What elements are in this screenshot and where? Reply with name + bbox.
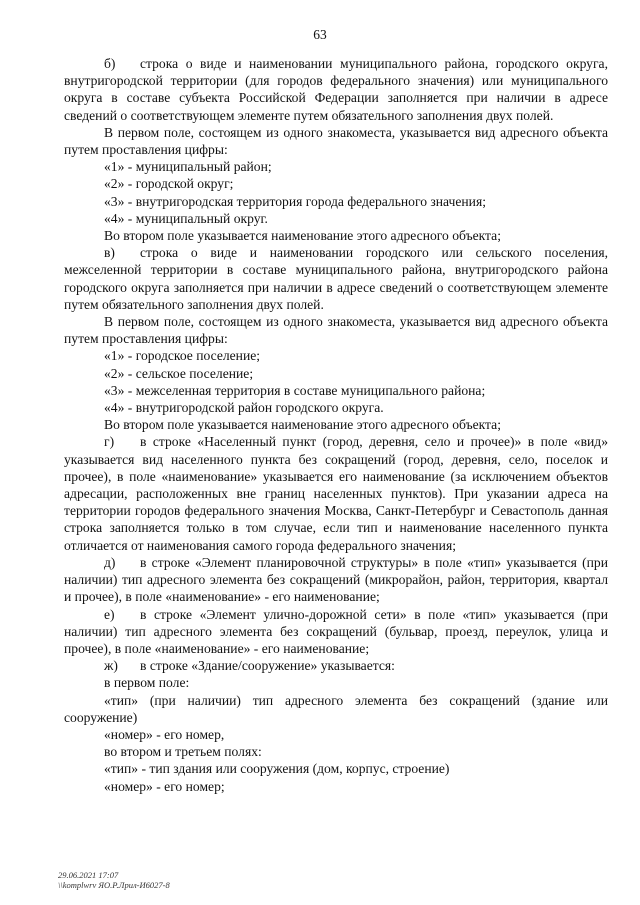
item-text: в строке «Населенный пункт (город, деревня, село и прочее)» в поле «вид» указывается вид населенного пункта без сокращений (город, деревня, село, поселок и прочее), в поле «наименование» указывается его наименование (за исключением объектов адресации, расположенных вне границ населенных пунктов). При указании адреса на территории городов федерального значения Москва, Санкт-Петербург и Севастополь данная строка заполняется только в том случае, если тип и наименование населенного пункта отличается от наименования самого города федерального значения;: [64, 434, 608, 553]
item-label: в): [104, 245, 115, 261]
paragraph: Во втором поле указывается наименование этого адресного объекта;: [104, 417, 501, 433]
item-e-paragraph: [64, 606, 608, 658]
page-number: 63: [313, 27, 327, 42]
list-item: «4» - муниципальный округ.: [104, 210, 268, 226]
item-zh-paragraph: [64, 657, 608, 674]
item-g-paragraph: [64, 433, 608, 553]
paragraph: Во втором поле указывается наименование этого адресного объекта;: [104, 228, 501, 244]
item-b-paragraph: [64, 55, 608, 124]
paragraph: В первом поле, состоящем из одного знакоместа, указывается вид адресного объекта путем проставления цифры:: [64, 314, 608, 347]
item-label: б): [104, 56, 116, 71]
footer-date: 29.06.2021 17:07: [58, 870, 119, 880]
item-text: в строке «Здание/сооружение» указывается:: [140, 658, 395, 674]
list-item: «1» - муниципальный район;: [104, 159, 272, 175]
list-item: «2» - городской округ;: [104, 176, 234, 192]
list-item: «1» - городское поселение;: [104, 348, 261, 364]
item-text: строка о виде и наименовании муниципального района, городского округа, внутригородской территории (для городов федерального значения) или муниципального округа в составе субъекта Российской Федерации заполняется при наличии в адресе сведений о соответствующем элементе путем обязательного заполнения двух полей.: [64, 56, 608, 123]
list-item: в первом поле:: [104, 675, 190, 691]
list-item: «4» - внутригородской район городского округа.: [104, 400, 384, 416]
list-item: «номер» - его номер;: [104, 778, 225, 794]
item-label: е): [104, 606, 115, 622]
item-v-paragraph: [64, 244, 608, 313]
list-item: «3» - межселенная территория в составе муниципального района;: [104, 382, 486, 398]
item-label: д): [104, 554, 116, 570]
list-item: «3» - внутригородская территория города федерального значения;: [104, 193, 486, 209]
paragraph: «тип» (при наличии) тип адресного элемента без сокращений (здание или сооружение): [64, 692, 608, 725]
item-text: строка о виде и наименовании городского или сельского поселения, межселенной территории в составе муниципального района, внутригородского района городского округа заполняется при наличии в адресе сведений о соответствующем элементе путем обязательного заполнения двух полей.: [64, 245, 608, 312]
item-text: в строке «Элемент планировочной структуры» в поле «тип» указывается (при наличии) тип адресного элемента без сокращений (микрорайон, район, территория, квартал и прочее), в поле «наименование» - его наименование;: [64, 554, 608, 605]
list-item: во втором и третьем полях:: [104, 744, 262, 760]
footer-path: \\komplwrv ЯО.Р.Лрил-И6027-8: [58, 880, 170, 890]
item-label: г): [104, 434, 115, 450]
item-text: в строке «Элемент улично-дорожной сети» в поле «тип» указывается (при наличии) тип адресного элемента без сокращений (бульвар, проезд, переулок, улица и прочее), в поле «наименование» - его наименование;: [64, 606, 608, 656]
list-item: «тип» - тип здания или сооружения (дом, корпус, строение): [104, 761, 450, 777]
item-d-paragraph: [64, 554, 608, 606]
document-body: [64, 55, 608, 795]
footer: [58, 870, 170, 890]
list-item: «2» - сельское поселение;: [104, 365, 254, 381]
paragraph: В первом поле, состоящем из одного знакоместа, указывается вид адресного объекта путем проставления цифры:: [64, 124, 608, 158]
item-label: ж): [104, 658, 118, 674]
list-item: «номер» - его номер,: [104, 726, 225, 742]
